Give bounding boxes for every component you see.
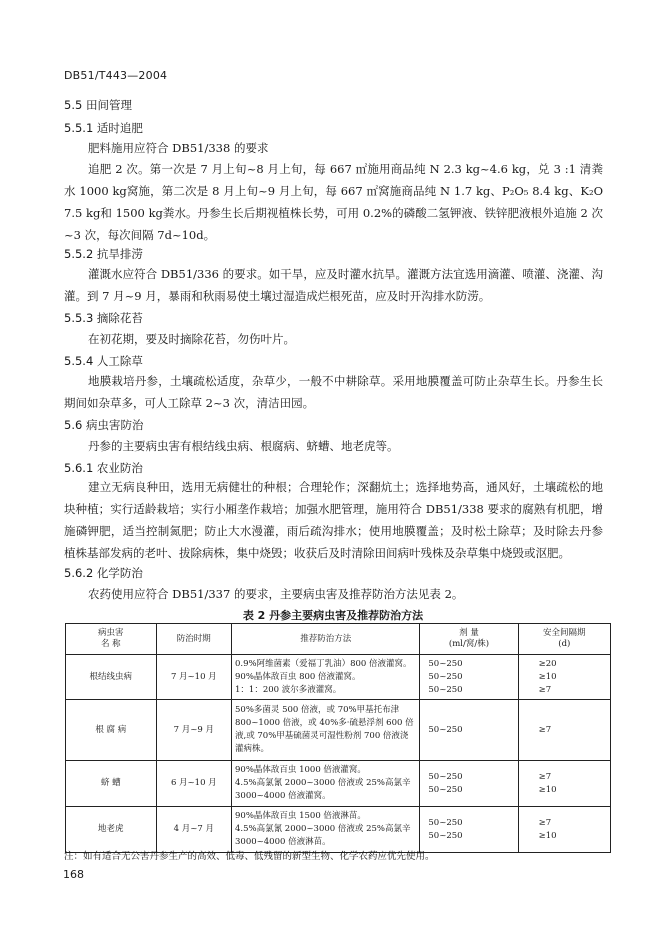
cell-dose: 50~250 50~250: [420, 807, 518, 853]
section-heading-5-6-1: 5.6.1 农业防治: [64, 461, 143, 475]
cell-method: 0.9%阿维菌素（爱福丁乳油）800 倍液灌窝。 90%晶体敌百虫 800 倍液灌窝。 1：1：200 波尔多液灌窝。: [232, 655, 420, 700]
pest-control-table: [65, 623, 611, 853]
header-dose: 剂 量 (ml/窝/株): [420, 624, 518, 655]
table-note: 注：如有适合无公害丹参生产的高效、低毒、低残留的新型生物、化学农药应优先使用。: [64, 851, 435, 862]
paragraph-flower-removal: 在初花期，要及时摘除花苔，勿伤叶片。: [88, 332, 295, 346]
section-heading-5-5-3: 5.5.3 摘除花苔: [64, 311, 143, 325]
paragraph-topdressing: 追肥 2 次。第一次是 7 月上旬~8 月上旬，每 667 ㎡施用商品纯 N 2.3 kg~4.6 kg，兑 3 :1 清粪水 1000 kg窝施，第二次是 8 月上旬~9 月上旬，每 667 ㎡窝施商品纯 N 1.7 kg、P₂O₅ 8.4 kg、K₂O 7.5 kg和 1500 kg粪水。丹参生长后期视植株长势，可用 0.2%的磷酸二氢钾液、铁锌肥液根外追施 2 次~3 次，每次间隔 7d~10d。: [64, 162, 603, 242]
cell-method: 50%多菌灵 500 倍液，或 70%甲基托布津 800~1000 倍液，或 40%多·硫悬浮剂 600 倍液,或 70%甲基硫菌灵可湿性粉剂 700 倍液浇灌病株。: [232, 700, 420, 761]
cell-pest: 地老虎: [66, 807, 157, 853]
cell-method: 90%晶体敌百虫 1500 倍液淋苗。 4.5%高氯氰 2000~3000 倍液或 25%高氯辛 3000~4000 倍液淋苗。: [232, 807, 420, 853]
section-heading-5-6: 5.6 病虫害防治: [64, 418, 144, 432]
header-method: 推荐防治方法: [232, 624, 420, 655]
paragraph-weeding: 地膜栽培丹参，土壤疏松适度，杂草少，一般不中耕除草。采用地膜覆盖可防止杂草生长。丹参生长期间如杂草多，可人工除草 2~3 次，清洁田园。: [64, 374, 603, 410]
paragraph-chemical-control: 农药使用应符合 DB51/337 的要求，主要病虫害及推荐防治方法见表 2。: [88, 587, 464, 601]
cell-dose: 50~250: [420, 700, 518, 761]
cell-time: 4 月~7 月: [156, 807, 231, 853]
header-pest: 病虫害 名 称: [66, 624, 157, 655]
paragraph-fertilizer-rule: 肥料施用应符合 DB51/338 的要求: [88, 141, 269, 155]
section-heading-5-5: 5.5 田间管理: [64, 98, 132, 112]
header-safety-interval: 安全间隔期 (d): [518, 624, 610, 655]
cell-dose: 50~250 50~250: [420, 761, 518, 807]
table-row: [66, 700, 611, 761]
section-heading-5-5-4: 5.5.4 人工除草: [64, 354, 143, 368]
table-row: [66, 655, 611, 700]
cell-time: 7 月~10 月: [156, 655, 231, 700]
cell-pest: 根 腐 病: [66, 700, 157, 761]
cell-pest: 蛴 螬: [66, 761, 157, 807]
section-heading-5-5-1: 5.5.1 适时追肥: [64, 121, 143, 135]
cell-method: 90%晶体敌百虫 1000 倍液灌窝。 4.5%高氯氰 2000~3000 倍液或 25%高氯辛 3000~4000 倍液灌窝。: [232, 761, 420, 807]
paragraph-pests-intro: 丹参的主要病虫害有根结线虫病、根腐病、蛴螬、地老虎等。: [88, 439, 399, 453]
table-caption: 表 2 丹参主要病虫害及推荐防治方法: [242, 609, 424, 622]
cell-safety-interval: ≥7: [518, 700, 610, 761]
cell-safety-interval: ≥7 ≥10: [518, 807, 610, 853]
cell-pest: 根结线虫病: [66, 655, 157, 700]
cell-dose: 50~250 50~250 50~250: [420, 655, 518, 700]
cell-time: 7 月~9 月: [156, 700, 231, 761]
page-number: 168: [63, 868, 84, 881]
table-header-row: [66, 624, 611, 655]
paragraph-irrigation: 灌溉水应符合 DB51/336 的要求。如干旱，应及时灌水抗旱。灌溉方法宜选用滴灌、喷灌、浇灌、沟灌。到 7 月~9 月，暴雨和秋雨易使土壤过湿造成烂根死苗，应及时开沟排水防涝。: [64, 267, 603, 303]
section-heading-5-6-2: 5.6.2 化学防治: [64, 566, 143, 580]
paragraph-agricultural-control: 建立无病良种田，选用无病健壮的种根；合理轮作；深翻炕土；选择地势高，通风好，土壤疏松的地块种植；实行适龄栽培；实行小厢垄作栽培；加强水肥管理，施用符合 DB51/338 要求的腐熟有机肥，增施磷钾肥，适当控制氮肥；防止大水漫灌，雨后疏沟排水；使用地膜覆盖；及时松土除草；及时除去丹参植株基部发病的老叶、拔除病株，集中烧毁；收获后及时清除田间病叶残株及杂草集中烧毁或沤肥。: [64, 480, 603, 560]
cell-safety-interval: ≥20 ≥10 ≥7: [518, 655, 610, 700]
header-time: 防治时期: [156, 624, 231, 655]
table-row: [66, 761, 611, 807]
standard-code: DB51/T443—2004: [64, 69, 168, 82]
cell-time: 6 月~10 月: [156, 761, 231, 807]
cell-safety-interval: ≥7 ≥10: [518, 761, 610, 807]
section-heading-5-5-2: 5.5.2 抗旱排涝: [64, 247, 143, 261]
table-row: [66, 807, 611, 853]
